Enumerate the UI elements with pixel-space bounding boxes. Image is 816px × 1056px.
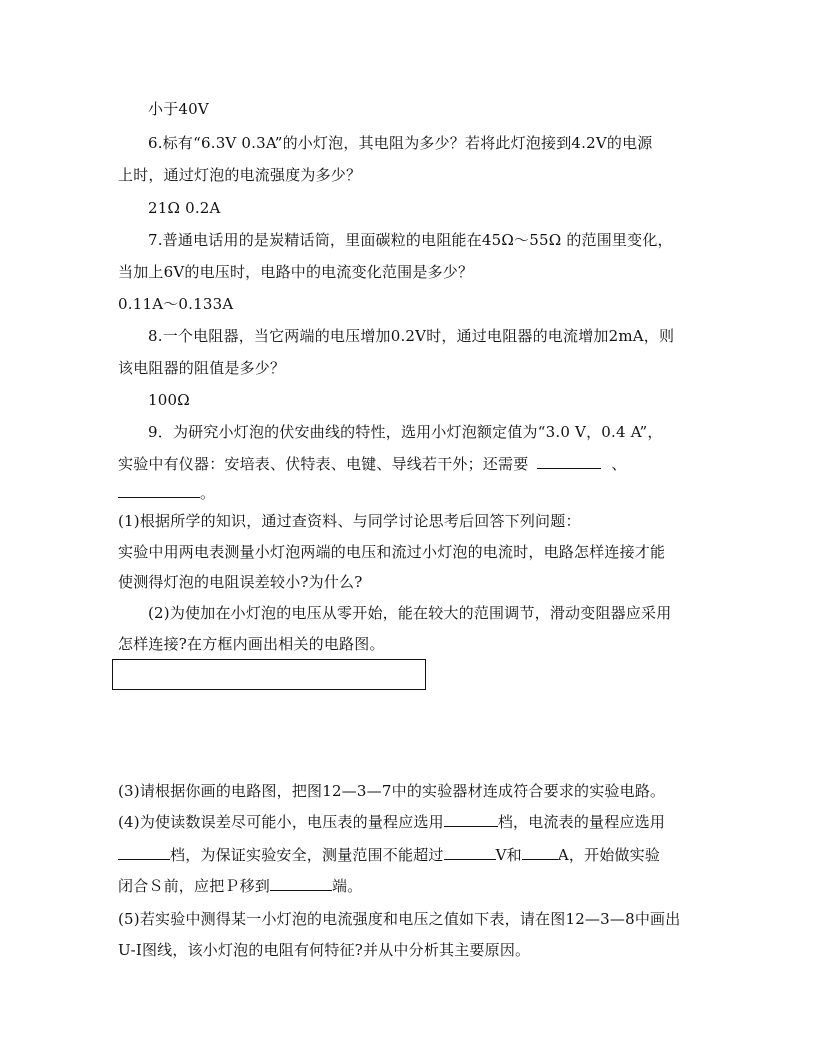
sub-question-4-line-2 xyxy=(118,844,660,866)
answer-6: 21Ω 0.2A xyxy=(148,199,221,217)
question-9-line-1: 9．为研究小灯泡的伏安曲线的特性，选用小灯泡额定值为“3.0 V，0.4 A”， xyxy=(148,423,663,441)
ammeter-range-blank[interactable] xyxy=(118,845,170,860)
sub-question-4-text-b: 档，电流表的量程应选用 xyxy=(497,813,666,831)
sub-question-4-text-d: V和 xyxy=(495,846,522,864)
sub-question-2-line-1: (2)为使加在小灯泡的电压从零开始，能在较大的范围调节，滑动变阻器应采用 xyxy=(148,604,672,622)
sub-question-4-text-f: 闭合Ｓ前，应把Ｐ移到 xyxy=(118,877,271,895)
max-voltage-blank[interactable] xyxy=(444,845,496,860)
sub-question-5-line-1: (5)若实验中测得某一小灯泡的电流强度和电压之值如下表，请在图12—3—8中画出 xyxy=(118,910,681,928)
answer-5: 小于40V xyxy=(148,100,209,118)
comma-mark: 、 xyxy=(611,455,627,473)
sub-question-4-line-3 xyxy=(118,875,362,897)
slider-position-blank[interactable] xyxy=(270,876,332,891)
answer-7: 0.11A～0.133A xyxy=(118,295,234,313)
sub-question-4-text-c: 档，为保证实验安全，测量范围不能超过 xyxy=(170,846,444,864)
question-7-line-1: 7.普通电话用的是炭精话筒，里面碳粒的电阻能在45Ω～55Ω 的范围里变化， xyxy=(148,231,673,249)
answer-8: 100Ω xyxy=(148,391,190,409)
sub-question-3: (3)请根据你画的电路图，把图12—3—7中的实验器材连成符合要求的实验电路。 xyxy=(118,782,666,800)
question-9-line-2 xyxy=(118,453,627,475)
sub-question-1-line-3: 使测得灯泡的电阻误差较小?为什么? xyxy=(118,573,363,591)
sub-question-5-line-2: U-I图线，该小灯泡的电阻有何特征?并从中分析其主要原因。 xyxy=(118,941,531,959)
question-7-line-2: 当加上6V的电压时，电路中的电流变化范围是多少？ xyxy=(118,263,474,281)
circuit-drawing-box[interactable] xyxy=(112,659,426,690)
answer-blank-1[interactable] xyxy=(537,454,601,469)
sub-question-2-line-2: 怎样连接?在方框内画出相关的电路图。 xyxy=(118,635,385,653)
max-current-blank[interactable] xyxy=(522,845,558,860)
period-mark: 。 xyxy=(200,484,216,502)
question-9-line-2-text: 实验中有仪器：安培表、伏特表、电键、导线若干外；还需要 xyxy=(118,455,534,473)
question-8-line-2: 该电阻器的阻值是多少？ xyxy=(118,359,286,377)
voltmeter-range-blank[interactable] xyxy=(444,812,498,827)
question-6-line-1: 6.标有“6.3V 0.3A”的小灯泡，其电阻为多少？若将此灯泡接到4.2V的电源 xyxy=(148,134,653,152)
question-6-line-2: 上时，通过灯泡的电流强度为多少？ xyxy=(118,166,362,184)
question-9-line-3 xyxy=(118,482,215,504)
question-8-line-1: 8.一个电阻器，当它两端的电压增加0.2V时，通过电阻器的电流增加2mA，则 xyxy=(148,327,675,345)
sub-question-1-line-1: (1)根据所学的知识，通过查资料、与同学讨论思考后回答下列问题： xyxy=(118,512,581,530)
answer-blank-2[interactable] xyxy=(118,483,200,498)
sub-question-4-line-1 xyxy=(118,811,665,833)
sub-question-4-text-a: (4)为使读数误差尽可能小，电压表的量程应选用 xyxy=(118,813,444,831)
sub-question-1-line-2: 实验中用两电表测量小灯泡两端的电压和流过小灯泡的电流时，电路怎样连接才能 xyxy=(118,543,666,561)
sub-question-4-text-e: A，开始做实验 xyxy=(557,846,661,864)
sub-question-4-text-g: 端。 xyxy=(332,877,363,895)
